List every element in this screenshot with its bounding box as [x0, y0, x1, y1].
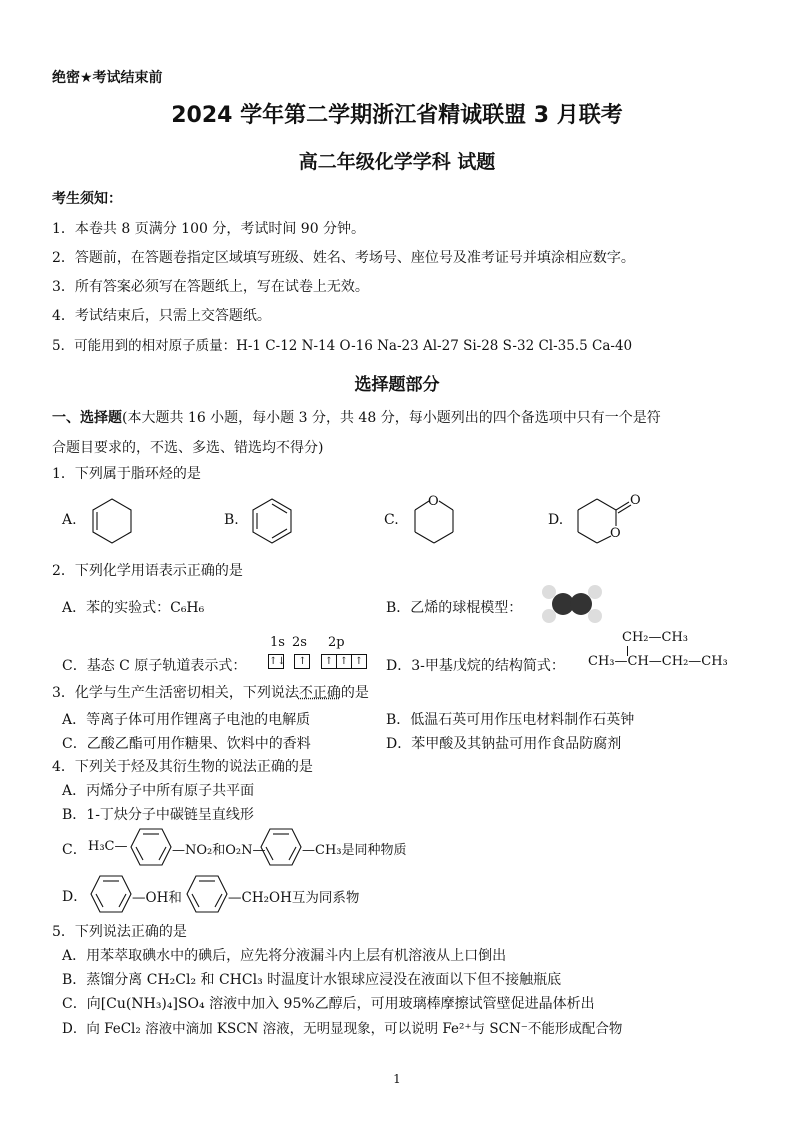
q2-option-d: D．3-甲基戊烷的结构简式：: [386, 658, 565, 674]
part1-desc2: 合题目要求的，不选、多选、错选均不得分): [52, 440, 324, 456]
svg-text:O: O: [428, 494, 439, 509]
q3-stem-post: 的是: [340, 685, 369, 701]
q5-option-c: C．向[Cu(NH₃)₄]SO₄ 溶液中加入 95%乙醇后，可用玻璃棒摩擦试管壁促进晶体析出: [62, 996, 595, 1012]
q4-c-middle: —NO₂和O₂N—: [172, 843, 266, 858]
q3-stem-emphasis: 不正确: [298, 685, 341, 701]
notice-item-1: 1．本卷共 8 页满分 100 分，考试时间 90 分钟。: [52, 221, 366, 237]
benzene-ring-c2: [260, 828, 302, 866]
q4-option-d-label: D．: [62, 889, 88, 905]
orbital-box-2p-3: ↑: [352, 654, 367, 669]
q5-option-b: B．蒸馏分离 CH₂Cl₂ 和 CHCl₃ 时温度计水银球应浸没在液面以下但不接触瓶底: [62, 972, 562, 988]
q2-option-b: B．乙烯的球棍模型：: [386, 600, 523, 616]
benzyl-alcohol-ring: [186, 875, 228, 913]
q5-option-d: D．向 FeCl₂ 溶液中滴加 KSCN 溶液，无明显现象，可以说明 Fe²⁺与 SCN⁻不能形成配合物: [62, 1021, 623, 1037]
svg-text:O: O: [610, 526, 621, 541]
q1-option-a: A.: [62, 512, 77, 528]
q3-stem-pre: 3．化学与生产生活密切相关，下列说法: [52, 685, 299, 701]
tetrahydropyran-structure: [410, 493, 458, 545]
orbital-box-2p-1: ↑: [321, 654, 337, 669]
orbital-box-2p-2: ↑: [337, 654, 352, 669]
page-number: 1: [393, 1072, 401, 1086]
notice-heading: 考生须知：: [52, 191, 122, 207]
page-title: 2024 学年第二学期浙江省精诚联盟 3 月联考: [171, 103, 623, 128]
orbital-label-1s: 1s: [270, 635, 285, 650]
benzene-structure: [248, 497, 296, 545]
orbital-label-2s: 2s: [292, 635, 307, 650]
q4-c-left-group: H₃C—: [88, 839, 128, 854]
notice-item-2: 2．答题前，在答题卷指定区域填写班级、姓名、考场号、座位号及准考证号并填涂相应数字。: [52, 250, 635, 266]
q2-d-branch: CH₂—CH₃: [622, 630, 688, 645]
q4-c-right: —CH₃是同种物质: [302, 843, 407, 858]
notice-item-3: 3．所有答案必须写在答题纸上，写在试卷上无效。: [52, 279, 369, 295]
svg-text:O: O: [630, 493, 641, 508]
q3-stem: [52, 682, 369, 702]
ethylene-ball-stick-model: [537, 583, 607, 625]
q4-d-right: —CH₂OH互为同系物: [228, 890, 360, 906]
secret-label: 绝密★考试结束前: [52, 70, 163, 86]
q4-d-middle: —OH和: [132, 890, 182, 906]
q3-option-b: B．低温石英可用作压电材料制作石英钟: [386, 712, 635, 728]
part1-desc-line1: [52, 407, 661, 427]
lactone-structure: [573, 492, 645, 546]
cyclohexene-structure: [88, 497, 136, 545]
phenol-ring: [90, 875, 132, 913]
q1-option-c: C.: [384, 512, 399, 528]
q3-option-a: A．等离子体可用作锂离子电池的电解质: [62, 712, 311, 728]
orbital-label-2p: 2p: [328, 635, 345, 650]
part1-desc1: (本大题共 16 小题，每小题 3 分，共 48 分，每小题列出的四个备选项中只有一个是符: [122, 410, 661, 426]
q2-d-main-chain: CH₃—CH—CH₂—CH₃: [588, 654, 728, 669]
notice-item-5: 5．可能用到的相对原子质量：H-1 C-12 N-14 O-16 Na-23 Al-27 Si-28 S-32 Cl-35.5 Ca-40: [52, 338, 633, 354]
q3-option-d: D．苯甲酸及其钠盐可用作食品防腐剂: [386, 736, 622, 752]
page-subtitle: 高二年级化学学科 试题: [298, 151, 496, 173]
q1-option-d: D.: [548, 512, 564, 528]
q2-option-a: A．苯的实验式：C₆H₆: [62, 600, 205, 616]
q4-option-b: B．1-丁炔分子中碳链呈直线形: [62, 807, 254, 823]
orbital-diagram: [268, 653, 367, 669]
q4-stem: 4．下列关于烃及其衍生物的说法正确的是: [52, 759, 313, 775]
q5-option-a: A．用苯萃取碘水中的碘后，应先将分液漏斗内上层有机溶液从上口倒出: [62, 948, 507, 964]
benzene-ring-c1: [130, 828, 172, 866]
part1-heading: 一、选择题: [52, 410, 122, 426]
q4-option-c-label: C．: [62, 842, 87, 858]
q3-option-c: C．乙酸乙酯可用作糖果、饮料中的香料: [62, 736, 311, 752]
q5-stem: 5．下列说法正确的是: [52, 924, 187, 940]
orbital-box-1s: ↑↓: [269, 655, 286, 667]
q1-option-b: B.: [224, 512, 239, 528]
orbital-box-2s: ↑: [294, 654, 310, 669]
q1-stem: 1．下列属于脂环烃的是: [52, 466, 201, 482]
notice-item-4: 4．考试结束后，只需上交答题纸。: [52, 308, 271, 324]
q4-option-a: A．丙烯分子中所有原子共平面: [62, 783, 255, 799]
q2-option-c: C．基态 C 原子轨道表示式：: [62, 658, 247, 674]
section-title: 选择题部分: [354, 375, 440, 395]
q2-stem: 2．下列化学用语表示正确的是: [52, 563, 243, 579]
